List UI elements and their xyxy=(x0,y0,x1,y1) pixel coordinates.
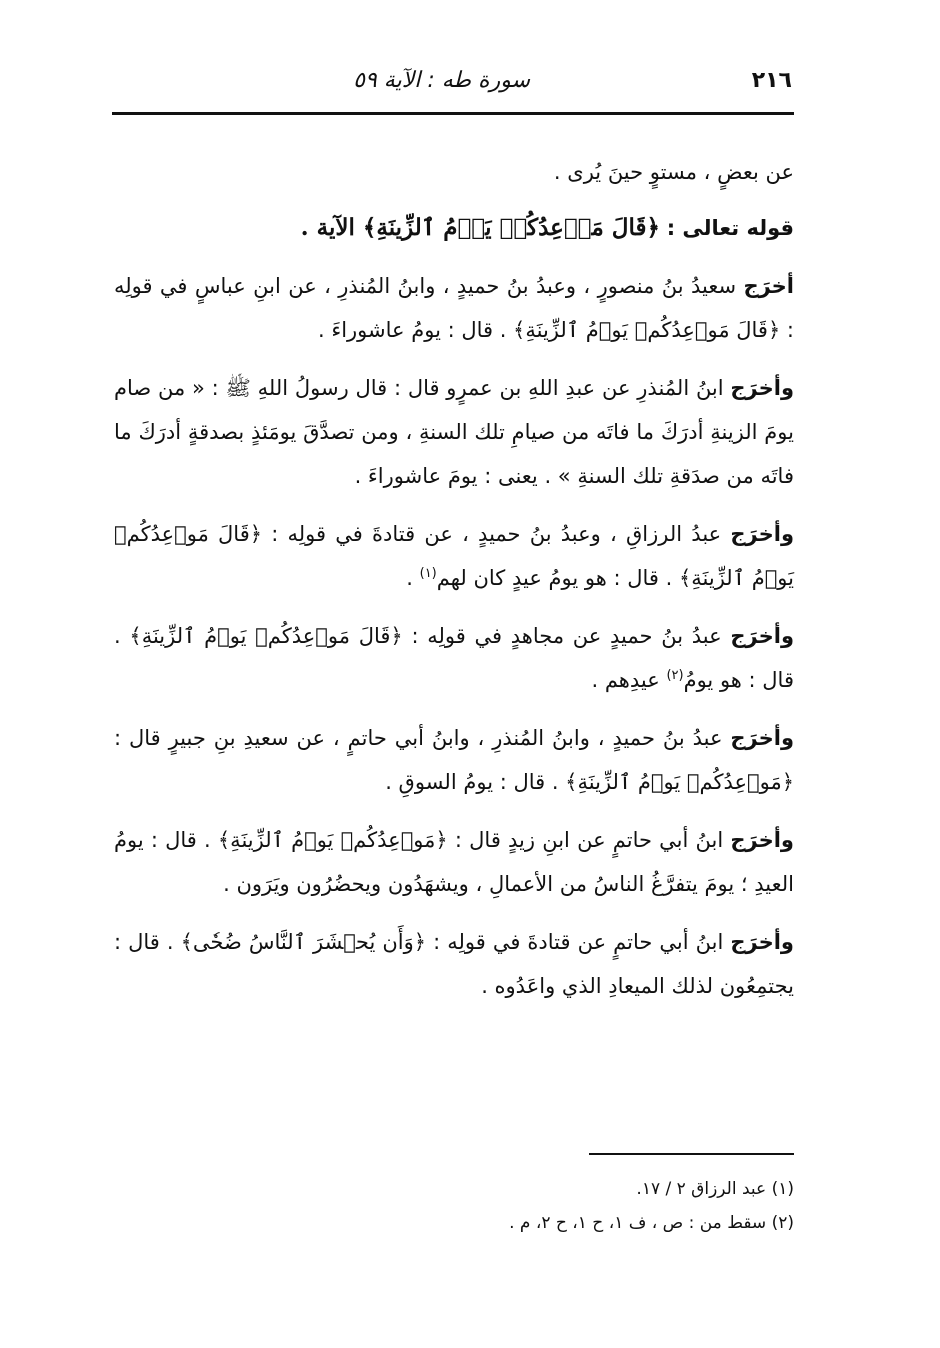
paragraph-text: عن بعضٍ ، مستوٍ حينَ يُرى . xyxy=(553,160,794,184)
running-head xyxy=(112,62,792,106)
paragraph-text: ابنُ أبي حاتمٍ عن ابنِ زيدٍ قال : ﴿مَوۡعِدُكُمۡ يَوۡمُ ٱلزِّينَةِ﴾ . قال : يومُ العيدِ ؛ يومَ يتفرَّغُ الناسُ من الأعمالِ ، ويشهَدُون ويحضُرُون ويَرَون . xyxy=(114,828,794,896)
paragraph-lead: وأخرَج xyxy=(730,522,794,546)
footnote-marker-2[interactable]: (٢) xyxy=(666,668,684,683)
main-text xyxy=(114,150,794,1022)
footnote-divider xyxy=(589,1153,794,1155)
paragraph-text: عبدُ الرزاقِ ، وعبدُ بنُ حميدٍ ، عن قتادةَ في قولِه : ﴿قَالَ مَوۡعِدُكُمۡ يَوۡمُ ٱلزِّينَةِ﴾ . قال : هو يومُ عيدٍ كان لهم xyxy=(114,522,794,590)
paragraph-9 xyxy=(114,920,794,1008)
paragraph-text: عبدُ بنُ حميدٍ عن مجاهدٍ في قولِه : ﴿قَالَ مَوۡعِدُكُمۡ يَوۡمُ ٱلزِّينَةِ﴾ . قال : هو يومُ xyxy=(114,624,794,692)
footnotes xyxy=(114,1172,794,1240)
paragraph-lead: وأخرَج xyxy=(730,930,794,954)
paragraph-lead: وأخرَج xyxy=(730,726,794,750)
paragraph-1 xyxy=(114,150,794,194)
paragraph-text: ابنُ المُنذرِ عن عبدِ اللهِ بن عمرٍو قال : قال رسولُ اللهِ ﷺ : « من صام يومَ الزينةِ أدرَكَ ما فاتَه من صيامِ تلك السنةِ ، ومن تصدَّقَ يومَئذٍ بصدقةٍ أدرَكَ ما فاتَه من صدَقةِ تلك السنةِ » . يعنى : يومَ عاشوراءَ . xyxy=(114,376,794,488)
footnote-marker-1[interactable]: (١) xyxy=(419,566,437,581)
paragraph-7 xyxy=(114,716,794,804)
paragraph-lead: وأخرَج xyxy=(730,828,794,852)
paragraph-8 xyxy=(114,818,794,906)
paragraph-lead: وأخرَج xyxy=(730,376,794,400)
paragraph-text: ابنُ أبي حاتمٍ عن قتادةَ في قولِه : ﴿وَأَن يُحۡشَرَ ٱلنَّاسُ ضُحٗى﴾ . قال : يجتمِعُون لذلك الميعادِ الذي واعَدُوه . xyxy=(114,930,794,998)
page-number: ٢١٦ xyxy=(751,68,792,93)
paragraph-4 xyxy=(114,366,794,498)
footnote-1: (١) عبد الرزاق ٢ / ١٧. xyxy=(636,1179,794,1199)
paragraph-lead: قوله تعالى : xyxy=(666,216,794,240)
footnote-2: (٢) سقط من : ص ، ف ١، ح ١، ح ٢، م . xyxy=(509,1213,794,1233)
paragraph-6 xyxy=(114,614,794,702)
paragraph-tail: . xyxy=(406,566,420,590)
paragraph-3 xyxy=(114,264,794,352)
paragraph-text: عبدُ بنُ حميدٍ ، وابنُ المُنذرِ ، وابنُ أبي حاتمٍ ، عن سعيدِ بنِ جبيرٍ قال : ﴿مَوۡعِدُكُمۡ يَوۡمُ ٱلزِّينَةِ﴾ . قال : يومُ السوقِ . xyxy=(114,726,794,794)
paragraph-5 xyxy=(114,512,794,600)
header-divider xyxy=(112,112,794,115)
paragraph-lead: وأخرَج xyxy=(730,624,794,648)
paragraph-2 xyxy=(114,206,794,250)
paragraph-text: ﴿قَالَ مَوۡعِدُكُمۡ يَوۡمُ ٱلزِّينَةِ﴾ الآية . xyxy=(300,214,660,241)
paragraph-lead: أخرَج xyxy=(743,274,794,298)
surah-title: سورة طه : الآية ٥٩ xyxy=(353,68,530,93)
paragraph-tail: عيدِهم . xyxy=(591,668,667,692)
paragraph-text: سعيدُ بنُ منصورٍ ، وعبدُ بنُ حميدٍ ، وابنُ المُنذرِ ، عن ابنِ عباسٍ في قولِه : ﴿قَالَ مَوۡعِدُكُمۡ يَوۡمُ ٱلزِّينَةِ﴾ . قال : يومُ عاشوراءَ . xyxy=(114,274,794,342)
